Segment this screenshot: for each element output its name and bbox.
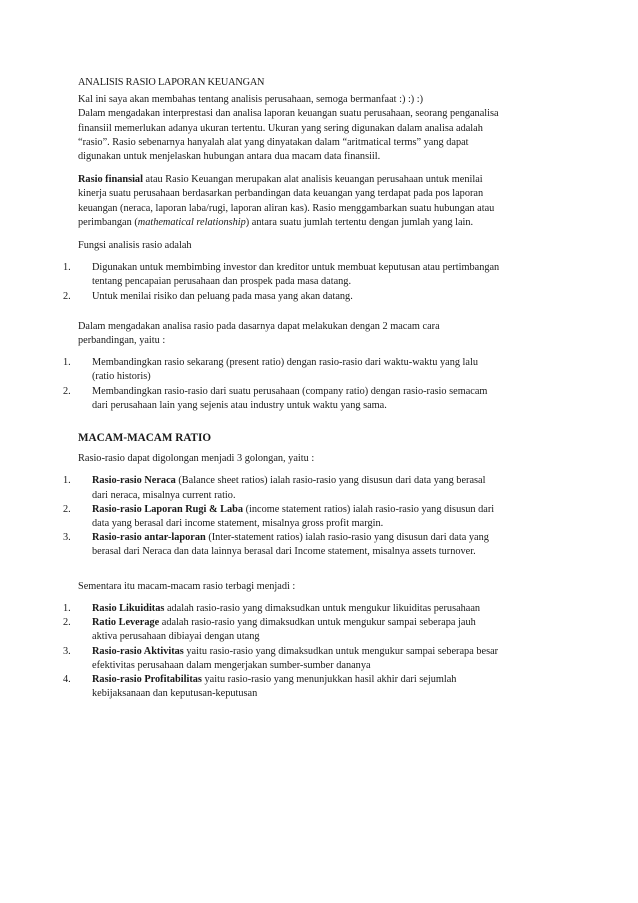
ratio-type-description: (income statement ratios) ialah rasio-rasio yang disusun dari: [243, 503, 495, 515]
ratio-type-description: adalah rasio-rasio yang dimaksudkan untuk mengukur sampai seberapa jauh: [159, 617, 476, 629]
document-body: [63, 76, 566, 701]
definition-text: atau Rasio Keuangan merupakan alat analisis keuangan perusahaan untuk menilai: [142, 174, 483, 186]
fungsi-heading: Fungsi analisis rasio adalah: [78, 240, 192, 252]
list-item-text: [92, 531, 566, 545]
list-item-text: [92, 673, 566, 687]
ratio-type-label: Ratio Leverage: [92, 617, 160, 629]
intro-line: “rasio”. Rasio sebenarnya hanyalah alat yang dinyatakan dalam “aritmatical terms” yang dapat: [78, 136, 469, 148]
perbandingan-paragraph: [78, 320, 566, 348]
list-item-text: Untuk menilai risiko dan peluang pada masa yang akan datang.: [92, 290, 353, 302]
list-item: [63, 385, 566, 413]
list-number: 3.: [63, 645, 71, 657]
list-number: 1.: [63, 357, 71, 369]
definition-text: perimbangan (: [78, 216, 138, 228]
list-item-text: kebijaksanaan dan keputusan-keputusan: [92, 688, 258, 700]
list-number: 1.: [63, 262, 71, 274]
perbandingan-list: [63, 356, 566, 413]
fungsi-list: [63, 261, 566, 304]
ratio-type-label: Rasio-rasio Aktivitas: [92, 645, 184, 657]
ratio-type-label: Rasio-rasio Laporan Rugi & Laba: [92, 503, 244, 515]
definition-line: kinerja suatu perusahaan berdasarkan perbandingan data keuangan yang terdapat pada pos laporan: [78, 188, 484, 200]
list-item-text: dari neraca, misalnya current ratio.: [92, 489, 236, 501]
list-number: 2.: [63, 617, 71, 629]
list-item: [63, 673, 566, 701]
ratio-type-description: adalah rasio-rasio yang dimaksudkan untuk mengukur likuiditas perusahaan: [164, 602, 481, 614]
macam-list: [63, 474, 566, 559]
ratio-type-description: yaitu rasio-rasio yang menunjukkan hasil akhir dari sejumlah: [201, 673, 457, 685]
list-item-text: [92, 503, 566, 517]
intro-line: Dalam mengadakan interprestasi dan analisa laporan keuangan suatu perusahaan, seorang penganalisa: [78, 108, 499, 120]
definition-line: keuangan (neraca, laporan laba/rugi, laporan aliran kas). Rasio menggambarkan suatu hubungan atau: [78, 202, 495, 214]
definition-term: Rasio finansial: [78, 174, 143, 186]
list-item-text: aktiva perusahaan dibiayai dengan utang: [92, 631, 260, 643]
list-item-text: [92, 602, 566, 616]
list-item-text: efektivitas perusahaan dalam mengerjakan sumber-sumber dananya: [92, 659, 371, 671]
definition-italic: mathematical relationship: [137, 216, 246, 228]
list-number: 2.: [63, 503, 71, 515]
list-number: 2.: [63, 290, 71, 302]
sementara-intro: Sementara itu macam-macam rasio terbagi menjadi :: [78, 580, 296, 592]
list-item-text: Digunakan untuk membimbing investor dan kreditor untuk membuat keputusan atau pertimbangan: [92, 262, 500, 274]
ratio-type-description: (Inter-statement ratios) ialah rasio-rasio yang disusun dari data yang: [205, 532, 489, 544]
list-item: [63, 602, 566, 616]
intro-line: finansiil memerlukan adanya ukuran tertentu. Ukuran yang sering digunakan dalam analisa adalah: [78, 122, 483, 134]
list-number: 1.: [63, 602, 71, 614]
intro-line: Kal ini saya akan membahas tentang analisis perusahaan, semoga bermanfaat :) :) :): [78, 94, 424, 106]
definition-paragraph: [78, 173, 566, 230]
list-item-text: Membandingkan rasio sekarang (present ratio) dengan rasio-rasio dari waktu-waktu yang lalu: [92, 357, 479, 369]
intro-line: digunakan untuk menjelaskan hubungan antara dua macam data finansiil.: [78, 151, 381, 163]
list-item: [63, 474, 566, 502]
list-item: [63, 503, 566, 531]
list-item: [63, 356, 566, 384]
list-number: 2.: [63, 385, 71, 397]
list-item-text: Membandingkan rasio-rasio dari suatu perusahaan (company ratio) dengan rasio-rasio semacam: [92, 385, 488, 397]
list-item-text: [92, 474, 566, 488]
list-item: [63, 616, 566, 644]
list-item-text: data yang berasal dari income statement, misalnya gross profit margin.: [92, 518, 384, 530]
macam-intro: Rasio-rasio dapat digolongan menjadi 3 golongan, yaitu :: [78, 453, 315, 465]
list-item-text: [92, 645, 566, 659]
list-item-text: [92, 616, 566, 630]
intro-paragraph: [78, 93, 566, 164]
ratio-type-label: Rasio-rasio antar-laporan: [92, 532, 206, 544]
list-item: [63, 261, 566, 289]
list-item: [63, 290, 566, 304]
definition-text: ) antara suatu jumlah tertentu dengan jumlah yang lain.: [245, 216, 474, 228]
sementara-list: [63, 602, 566, 701]
perbandingan-line: Dalam mengadakan analisa rasio pada dasarnya dapat melakukan dengan 2 macam cara: [78, 320, 440, 332]
ratio-type-label: Rasio Likuiditas: [92, 602, 165, 614]
list-number: 1.: [63, 475, 71, 487]
ratio-type-label: Rasio-rasio Neraca: [92, 475, 176, 487]
ratio-type-description: yaitu rasio-rasio yang dimaksudkan untuk mengukur sampai seberapa besar: [183, 645, 499, 657]
document-title: ANALISIS RASIO LAPORAN KEUANGAN: [78, 77, 265, 88]
list-number: 4.: [63, 673, 71, 685]
list-number: 3.: [63, 532, 71, 544]
ratio-type-description: (Balance sheet ratios) ialah rasio-rasio yang disusun dari data yang berasal: [175, 475, 486, 487]
perbandingan-line: perbandingan, yaitu :: [78, 335, 166, 347]
list-item-text: (ratio historis): [92, 371, 151, 383]
definition-line: [78, 173, 566, 187]
list-item-text: tentang pencapaian perusahaan dan prospek pada masa datang.: [92, 276, 352, 288]
list-item-text: dari perusahaan lain yang sejenis atau industry untuk waktu yang sama.: [92, 399, 387, 411]
section-heading: MACAM-MACAM RATIO: [78, 432, 212, 445]
ratio-type-label: Rasio-rasio Profitabilitas: [92, 673, 202, 685]
list-item-text: berasal dari Neraca dan data lainnya berasal dari Income statement, misalnya assets turnover.: [92, 546, 476, 558]
list-item: [63, 645, 566, 673]
definition-line: [78, 216, 566, 230]
list-item: [63, 531, 566, 559]
